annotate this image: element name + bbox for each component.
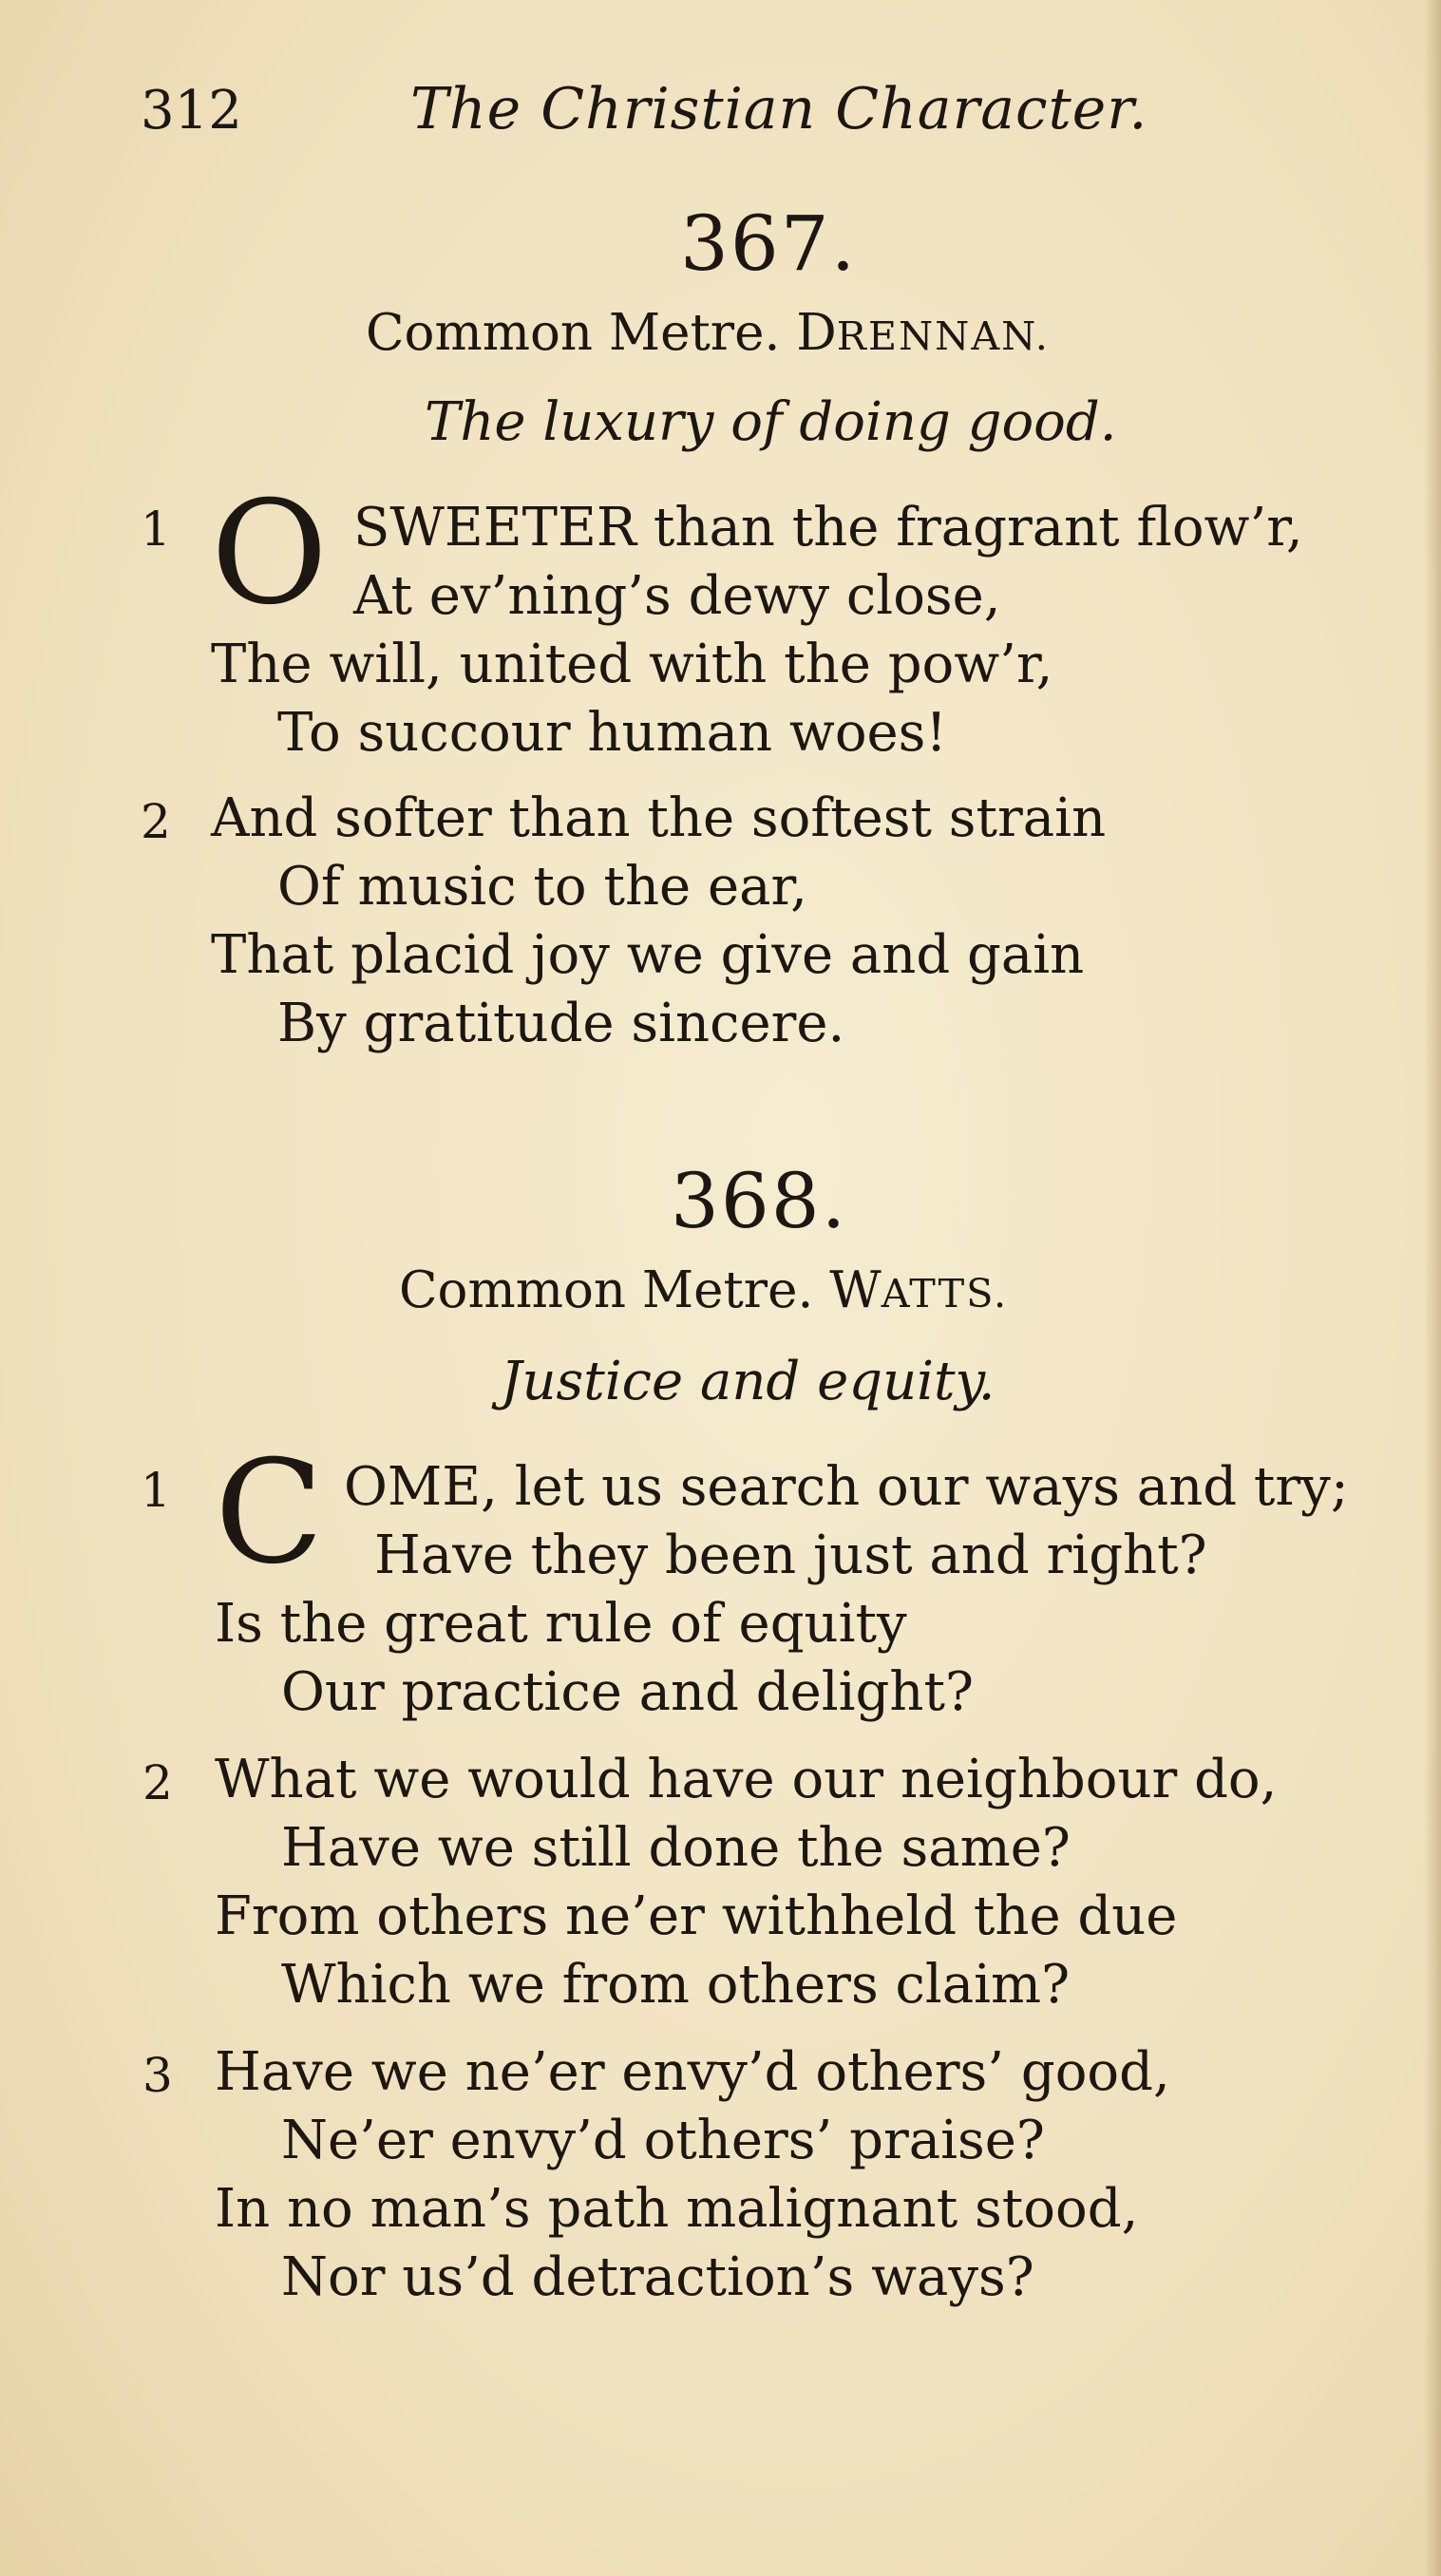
running-title: The Christian Character. [410,76,1148,142]
verse-line: That placid joy we give and gain [211,924,1085,986]
verse-line: The will, united with the pow’r, [211,634,1053,695]
verse-number: 2 [141,794,171,849]
verse-number: 3 [142,2048,173,2103]
verse-line: Our practice and delight? [281,1661,974,1723]
verse-line: SWEETER than the fragrant flow’r, [353,497,1303,559]
meter-label: Common Metre. [399,1261,814,1319]
hymn-meter [366,304,1050,362]
verse-line: Have we ne’er envy’d others’ good, [215,2041,1170,2103]
author-name: RENNAN. [836,313,1050,359]
verse-line: At ev’ning’s dewy close, [353,565,1001,627]
verse-line: OME, let us search our ways and try; [344,1456,1349,1518]
hymn-meter [399,1261,1008,1319]
verse-line: Which we from others claim? [281,1954,1071,2016]
verse-line: What we would have our neighbour do, [215,1749,1278,1810]
verse-number: 1 [141,1463,171,1518]
author-initial: D [796,304,837,362]
verse-line: To succour human woes! [277,702,947,764]
page-number: 312 [141,80,242,142]
verse-number: 1 [141,502,171,557]
verse-line: Have they been just and right? [374,1525,1207,1586]
verse-line: Have we still done the same? [281,1817,1071,1879]
drop-cap: C [215,1430,324,1596]
author-name: ATTS. [881,1271,1009,1316]
meter-label: Common Metre. [366,304,781,362]
hymn-subject: The luxury of doing good. [425,391,1117,453]
verse-line: Nor us’d detraction’s ways? [281,2246,1034,2308]
hymn-number: 368. [671,1157,848,1245]
verse-line: Of music to the ear, [277,856,807,918]
verse-line: Ne’er envy’d others’ praise? [281,2110,1045,2171]
verse-number: 2 [142,1755,173,1810]
drop-cap: O [211,471,328,636]
verse-line: And softer than the softest strain [211,787,1107,849]
verse-line: In no man’s path malignant stood, [215,2178,1139,2240]
verse-line: By gratitude sincere. [277,993,845,1054]
hymn-subject: Justice and equity. [501,1351,995,1412]
verse-line: From others ne’er withheld the due [215,1885,1178,1947]
author-initial: W [829,1261,882,1319]
verse-line: Is the great rule of equity [215,1593,907,1655]
hymn-number: 367. [680,199,858,288]
page-edge-shadow [1424,0,1441,2576]
